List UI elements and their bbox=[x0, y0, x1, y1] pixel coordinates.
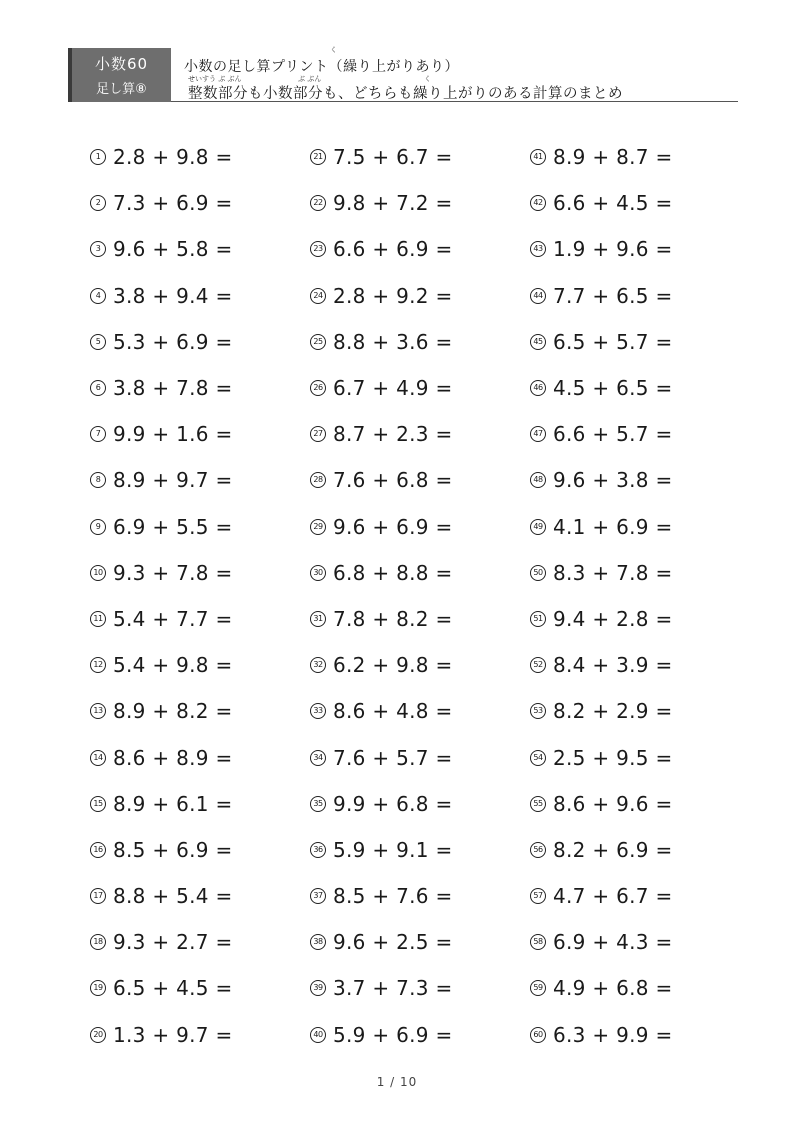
problem-expression: 1.3 + 9.7 = bbox=[113, 1022, 233, 1047]
problem-expression: 8.5 + 7.6 = bbox=[333, 884, 453, 909]
problem-expression: 2.8 + 9.8 = bbox=[113, 145, 233, 170]
problem-expression: 8.4 + 3.9 = bbox=[553, 653, 673, 678]
problem-expression: 8.9 + 6.1 = bbox=[113, 791, 233, 816]
problem-expression: 9.4 + 2.8 = bbox=[553, 606, 673, 631]
problem-item bbox=[530, 642, 730, 688]
problem-number: 42 bbox=[530, 195, 546, 211]
problem-item bbox=[530, 781, 730, 827]
problem-expression: 5.4 + 7.7 = bbox=[113, 606, 233, 631]
problem-expression: 6.9 + 4.3 = bbox=[553, 930, 673, 955]
problem-expression: 8.9 + 8.2 = bbox=[113, 699, 233, 724]
problem-number: 5 bbox=[90, 334, 106, 350]
problem-number: 26 bbox=[310, 380, 326, 396]
problem-number: 56 bbox=[530, 842, 546, 858]
problem-item bbox=[310, 781, 510, 827]
problem-item bbox=[90, 504, 290, 550]
problem-item bbox=[530, 226, 730, 272]
page-subtitle: 整数部分も小数部分も、どちらも繰り上がりのある計算のまとめ bbox=[188, 86, 623, 102]
problem-expression: 8.7 + 2.3 = bbox=[333, 422, 453, 447]
problem-expression: 7.6 + 5.7 = bbox=[333, 745, 453, 770]
problem-number: 33 bbox=[310, 703, 326, 719]
problem-expression: 3.7 + 7.3 = bbox=[333, 976, 453, 1001]
problem-column-3 bbox=[530, 134, 730, 1058]
problem-number: 9 bbox=[90, 519, 106, 535]
subtitle-ruby-ku: く bbox=[424, 75, 431, 83]
problem-number: 59 bbox=[530, 980, 546, 996]
problem-expression: 9.8 + 7.2 = bbox=[333, 191, 453, 216]
problem-expression: 9.3 + 2.7 = bbox=[113, 930, 233, 955]
problem-expression: 8.9 + 9.7 = bbox=[113, 468, 233, 493]
problem-number: 12 bbox=[90, 657, 106, 673]
problem-expression: 8.6 + 4.8 = bbox=[333, 699, 453, 724]
problem-item bbox=[310, 365, 510, 411]
problem-number: 6 bbox=[90, 380, 106, 396]
problem-number: 21 bbox=[310, 149, 326, 165]
problem-expression: 8.9 + 8.7 = bbox=[553, 145, 673, 170]
problem-number: 13 bbox=[90, 703, 106, 719]
problem-item bbox=[530, 550, 730, 596]
problem-number: 25 bbox=[310, 334, 326, 350]
problem-expression: 6.5 + 5.7 = bbox=[553, 329, 673, 354]
problem-number: 60 bbox=[530, 1027, 546, 1043]
problem-item bbox=[90, 134, 290, 180]
problem-expression: 7.5 + 6.7 = bbox=[333, 145, 453, 170]
problem-item bbox=[530, 965, 730, 1011]
problem-expression: 9.9 + 6.8 = bbox=[333, 791, 453, 816]
problem-item bbox=[310, 319, 510, 365]
problem-expression: 9.6 + 3.8 = bbox=[553, 468, 673, 493]
problem-number: 16 bbox=[90, 842, 106, 858]
problem-expression: 7.7 + 6.5 = bbox=[553, 283, 673, 308]
problem-item bbox=[530, 273, 730, 319]
problem-number: 4 bbox=[90, 288, 106, 304]
problem-number: 14 bbox=[90, 750, 106, 766]
problem-item bbox=[310, 642, 510, 688]
problem-number: 35 bbox=[310, 796, 326, 812]
problem-expression: 4.9 + 6.8 = bbox=[553, 976, 673, 1001]
problem-number: 48 bbox=[530, 472, 546, 488]
problem-expression: 8.5 + 6.9 = bbox=[113, 837, 233, 862]
problem-number: 47 bbox=[530, 426, 546, 442]
problem-expression: 5.9 + 6.9 = bbox=[333, 1022, 453, 1047]
problem-expression: 3.8 + 7.8 = bbox=[113, 376, 233, 401]
problem-expression: 8.6 + 8.9 = bbox=[113, 745, 233, 770]
problem-item bbox=[90, 457, 290, 503]
problem-number: 57 bbox=[530, 888, 546, 904]
problem-expression: 7.8 + 8.2 = bbox=[333, 606, 453, 631]
problem-number: 54 bbox=[530, 750, 546, 766]
problem-expression: 7.6 + 6.8 = bbox=[333, 468, 453, 493]
problem-expression: 9.9 + 1.6 = bbox=[113, 422, 233, 447]
problem-item bbox=[90, 550, 290, 596]
problem-item bbox=[90, 642, 290, 688]
problem-item bbox=[90, 365, 290, 411]
problem-expression: 5.3 + 6.9 = bbox=[113, 329, 233, 354]
problem-expression: 9.3 + 7.8 = bbox=[113, 560, 233, 585]
problem-expression: 6.3 + 9.9 = bbox=[553, 1022, 673, 1047]
problem-number: 8 bbox=[90, 472, 106, 488]
problem-number: 1 bbox=[90, 149, 106, 165]
problem-item bbox=[310, 226, 510, 272]
problem-number: 39 bbox=[310, 980, 326, 996]
problem-number: 28 bbox=[310, 472, 326, 488]
problem-number: 45 bbox=[530, 334, 546, 350]
problem-item bbox=[530, 365, 730, 411]
problem-expression: 4.7 + 6.7 = bbox=[553, 884, 673, 909]
problem-item bbox=[310, 596, 510, 642]
problem-item bbox=[90, 688, 290, 734]
worksheet-header bbox=[68, 48, 738, 102]
problem-number: 51 bbox=[530, 611, 546, 627]
problem-number: 3 bbox=[90, 241, 106, 257]
problem-expression: 6.9 + 5.5 = bbox=[113, 514, 233, 539]
problem-item bbox=[90, 411, 290, 457]
problem-item bbox=[530, 919, 730, 965]
problem-expression: 2.5 + 9.5 = bbox=[553, 745, 673, 770]
problem-number: 43 bbox=[530, 241, 546, 257]
problem-expression: 1.9 + 9.6 = bbox=[553, 237, 673, 262]
problem-column-2 bbox=[310, 134, 510, 1058]
problem-number: 44 bbox=[530, 288, 546, 304]
problem-expression: 9.6 + 5.8 = bbox=[113, 237, 233, 262]
problem-item bbox=[530, 180, 730, 226]
problem-number: 7 bbox=[90, 426, 106, 442]
problem-number: 29 bbox=[310, 519, 326, 535]
problem-item bbox=[310, 457, 510, 503]
problem-number: 30 bbox=[310, 565, 326, 581]
problem-number: 15 bbox=[90, 796, 106, 812]
problem-column-1 bbox=[90, 134, 290, 1058]
problem-expression: 6.8 + 8.8 = bbox=[333, 560, 453, 585]
problem-item bbox=[90, 873, 290, 919]
problem-number: 2 bbox=[90, 195, 106, 211]
problem-expression: 6.6 + 4.5 = bbox=[553, 191, 673, 216]
subtitle-ruby-bubun: ぶ ぶん bbox=[298, 75, 322, 83]
problem-number: 53 bbox=[530, 703, 546, 719]
problem-expression: 8.3 + 7.8 = bbox=[553, 560, 673, 585]
problem-number: 31 bbox=[310, 611, 326, 627]
problem-expression: 9.6 + 6.9 = bbox=[333, 514, 453, 539]
problem-item bbox=[530, 457, 730, 503]
problem-number: 17 bbox=[90, 888, 106, 904]
problem-expression: 2.8 + 9.2 = bbox=[333, 283, 453, 308]
problem-item bbox=[530, 734, 730, 780]
problem-item bbox=[90, 319, 290, 365]
problem-number: 23 bbox=[310, 241, 326, 257]
problem-number: 18 bbox=[90, 934, 106, 950]
problem-item bbox=[530, 504, 730, 550]
problem-item bbox=[530, 827, 730, 873]
problem-expression: 8.8 + 3.6 = bbox=[333, 329, 453, 354]
unit-badge bbox=[68, 48, 171, 102]
problem-item bbox=[310, 965, 510, 1011]
problem-expression: 7.3 + 6.9 = bbox=[113, 191, 233, 216]
problem-item bbox=[530, 134, 730, 180]
problem-number: 19 bbox=[90, 980, 106, 996]
problem-expression: 5.4 + 9.8 = bbox=[113, 653, 233, 678]
problem-expression: 4.5 + 6.5 = bbox=[553, 376, 673, 401]
problem-item bbox=[530, 411, 730, 457]
problem-item bbox=[310, 504, 510, 550]
problem-item bbox=[530, 1012, 730, 1058]
problem-expression: 6.7 + 4.9 = bbox=[333, 376, 453, 401]
problem-item bbox=[90, 273, 290, 319]
problem-item bbox=[530, 319, 730, 365]
problem-number: 10 bbox=[90, 565, 106, 581]
problem-item bbox=[310, 550, 510, 596]
problem-number: 11 bbox=[90, 611, 106, 627]
problem-expression: 6.6 + 5.7 = bbox=[553, 422, 673, 447]
problem-number: 50 bbox=[530, 565, 546, 581]
problem-number: 24 bbox=[310, 288, 326, 304]
problem-item bbox=[90, 919, 290, 965]
problem-item bbox=[90, 1012, 290, 1058]
problem-expression: 6.2 + 9.8 = bbox=[333, 653, 453, 678]
problem-item bbox=[310, 827, 510, 873]
problem-number: 34 bbox=[310, 750, 326, 766]
problem-number: 52 bbox=[530, 657, 546, 673]
subtitle-ruby-seisuububun: せいすう ぶ ぶん bbox=[188, 75, 242, 83]
problem-item bbox=[90, 180, 290, 226]
problem-item bbox=[90, 734, 290, 780]
problem-item bbox=[90, 226, 290, 272]
problem-number: 27 bbox=[310, 426, 326, 442]
problem-expression: 4.1 + 6.9 = bbox=[553, 514, 673, 539]
problem-number: 49 bbox=[530, 519, 546, 535]
problem-number: 55 bbox=[530, 796, 546, 812]
problem-item bbox=[310, 273, 510, 319]
problem-number: 41 bbox=[530, 149, 546, 165]
problem-item bbox=[530, 596, 730, 642]
problem-expression: 6.5 + 4.5 = bbox=[113, 976, 233, 1001]
problem-expression: 5.9 + 9.1 = bbox=[333, 837, 453, 862]
problem-expression: 8.2 + 6.9 = bbox=[553, 837, 673, 862]
title-ruby: く bbox=[330, 46, 337, 54]
problem-item bbox=[90, 827, 290, 873]
problem-expression: 6.6 + 6.9 = bbox=[333, 237, 453, 262]
problem-number: 37 bbox=[310, 888, 326, 904]
problem-grid bbox=[0, 134, 794, 1054]
unit-badge-title: 小数60 bbox=[94, 55, 149, 73]
problem-item bbox=[90, 596, 290, 642]
problem-number: 38 bbox=[310, 934, 326, 950]
problem-item bbox=[310, 919, 510, 965]
problem-item bbox=[310, 411, 510, 457]
problem-item bbox=[310, 688, 510, 734]
problem-expression: 8.2 + 2.9 = bbox=[553, 699, 673, 724]
problem-number: 58 bbox=[530, 934, 546, 950]
problem-expression: 9.6 + 2.5 = bbox=[333, 930, 453, 955]
unit-badge-subtitle: 足し算⑧ bbox=[96, 82, 147, 97]
problem-number: 22 bbox=[310, 195, 326, 211]
problem-item bbox=[310, 873, 510, 919]
problem-item bbox=[90, 781, 290, 827]
problem-expression: 8.6 + 9.6 = bbox=[553, 791, 673, 816]
problem-expression: 8.8 + 5.4 = bbox=[113, 884, 233, 909]
page-title: 小数の足し算プリント（繰り上がりあり） bbox=[184, 59, 459, 75]
problem-item bbox=[90, 965, 290, 1011]
problem-item bbox=[310, 134, 510, 180]
problem-number: 36 bbox=[310, 842, 326, 858]
problem-expression: 3.8 + 9.4 = bbox=[113, 283, 233, 308]
problem-number: 20 bbox=[90, 1027, 106, 1043]
problem-item bbox=[310, 180, 510, 226]
problem-item bbox=[310, 734, 510, 780]
page-number: 1 / 10 bbox=[376, 1075, 418, 1089]
problem-item bbox=[310, 1012, 510, 1058]
problem-item bbox=[530, 873, 730, 919]
problem-number: 32 bbox=[310, 657, 326, 673]
problem-item bbox=[530, 688, 730, 734]
problem-number: 40 bbox=[310, 1027, 326, 1043]
problem-number: 46 bbox=[530, 380, 546, 396]
